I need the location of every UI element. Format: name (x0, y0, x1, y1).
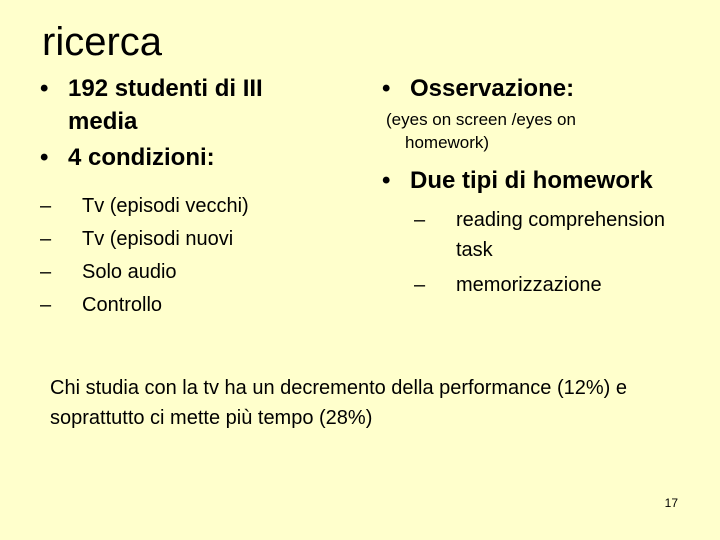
bullet-text: 192 studenti di III media (68, 75, 263, 135)
bullet-glyph: • (382, 75, 391, 102)
summary-text: Chi studia con la tv ha un decremento della performance (12%) e soprattutto ci mette più tempo (28%) (50, 377, 627, 429)
bullet-glyph: • (382, 167, 391, 194)
dash-glyph: – (40, 195, 52, 217)
bullet-homework (378, 164, 678, 197)
list-item (414, 269, 678, 302)
list-item (414, 205, 678, 265)
slide-title: ricerca (42, 20, 163, 64)
list-item (40, 256, 336, 289)
dash-glyph: – (414, 209, 426, 231)
list-item (40, 223, 336, 256)
bullet-glyph: • (40, 75, 49, 102)
bullet-text: 4 condizioni: (68, 144, 215, 171)
list-item-text: Tv (episodi nuovi (82, 228, 234, 250)
bullet-observation (378, 72, 678, 105)
list-item-text: memorizzazione (456, 274, 602, 296)
homework-list (378, 205, 678, 302)
dash-glyph: – (40, 261, 52, 283)
conditions-list (36, 190, 336, 322)
list-item-text: Tv (episodi vecchi) (82, 195, 249, 217)
list-item (40, 289, 336, 322)
observation-note: (eyes on screen /eyes on homework) (386, 110, 576, 152)
page-number: 17 (664, 496, 678, 510)
dash-glyph: – (414, 274, 426, 296)
list-item-text: reading comprehension task (456, 209, 666, 261)
list-item (40, 190, 336, 223)
bullet-text: Osservazione: (410, 75, 575, 102)
bullet-text: Due tipi di homework (410, 167, 653, 194)
bullet-conditions (36, 141, 336, 174)
dash-glyph: – (40, 294, 52, 316)
list-item-text: Controllo (82, 294, 163, 316)
left-column (36, 72, 336, 322)
bullet-students (36, 72, 336, 138)
list-item-text: Solo audio (82, 261, 177, 283)
bullet-glyph: • (40, 144, 49, 171)
right-column (378, 72, 678, 302)
dash-glyph: – (40, 228, 52, 250)
